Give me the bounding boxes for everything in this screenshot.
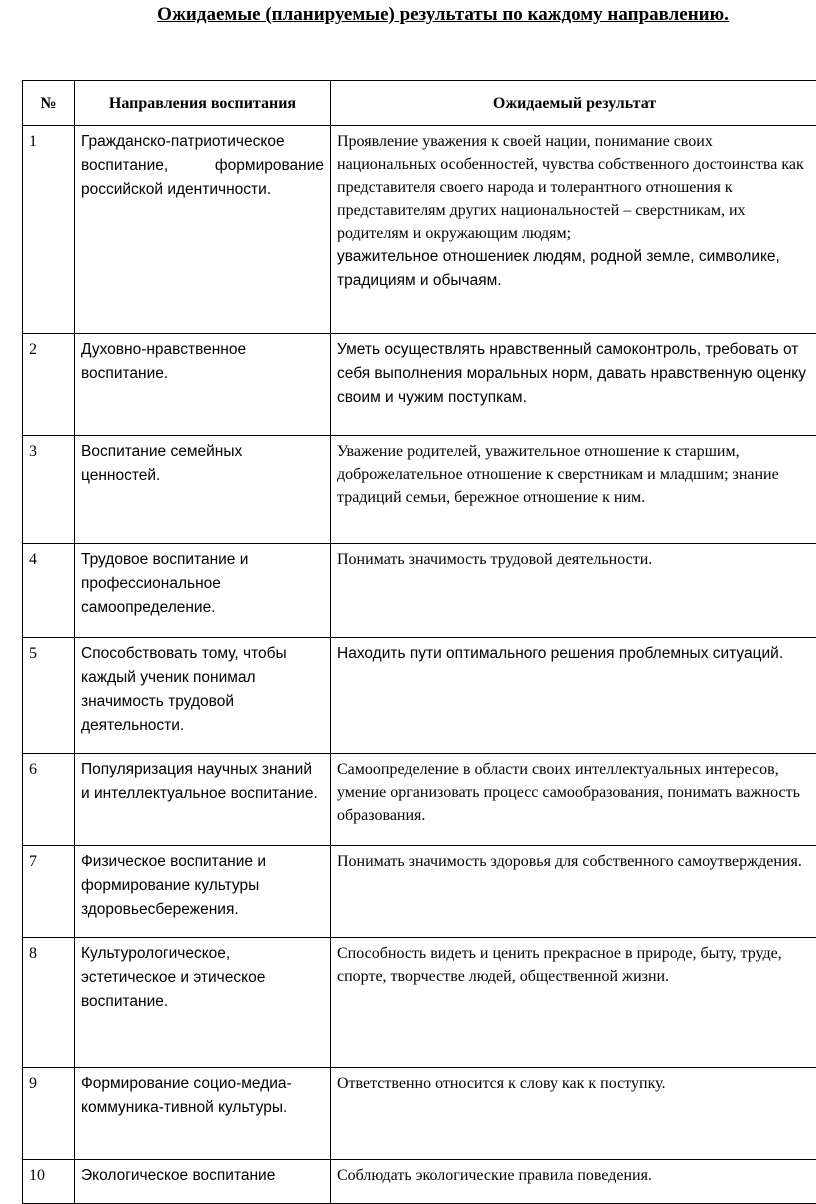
row-direction: Популяризация научных знаний и интеллектуальное воспитание.	[75, 754, 331, 846]
row-number: 1	[23, 126, 75, 334]
table-row	[23, 334, 816, 436]
table-row	[23, 126, 816, 334]
page-title: Ожидаемые (планируемые) результаты по каждому направлению.	[0, 4, 816, 26]
table-header-row	[23, 81, 816, 126]
row-number: 9	[23, 1068, 75, 1160]
row-direction: Формирование социо-медиа-коммуника-тивной культуры.	[75, 1068, 331, 1160]
row-number: 6	[23, 754, 75, 846]
row-number: 10	[23, 1160, 75, 1204]
column-header-direction: Направления воспитания	[75, 81, 331, 126]
table-row	[23, 544, 816, 638]
table-row	[23, 1068, 816, 1160]
row-result: Уметь осуществлять нравственный самоконтроль, требовать от себя выполнения моральных норм, давать нравственную оценку своим и чужим поступкам.	[331, 334, 816, 436]
table-row	[23, 754, 816, 846]
row-direction: Экологическое воспитание	[75, 1160, 331, 1204]
row-direction: Способствовать тому, чтобы каждый ученик понимал значимость трудовой деятельности.	[75, 638, 331, 754]
row-number: 4	[23, 544, 75, 638]
row-number: 7	[23, 846, 75, 938]
row-number: 2	[23, 334, 75, 436]
row-number: 3	[23, 436, 75, 544]
table-row	[23, 638, 816, 754]
row-number: 8	[23, 938, 75, 1068]
table-row	[23, 436, 816, 544]
row-result: Способность видеть и ценить прекрасное в природе, быту, труде, спорте, творчестве людей, общественной жизни.	[331, 938, 816, 1068]
row-direction: Духовно-нравственное воспитание.	[75, 334, 331, 436]
row-direction: Гражданско-патриотическое воспитание, формирование российской идентичности.	[75, 126, 331, 334]
table-row	[23, 938, 816, 1068]
row-result: Уважение родителей, уважительное отношение к старшим, доброжелательное отношение к сверстникам и младшим; знание традиций семьи, бережное отношение к ним.	[331, 436, 816, 544]
row-result-text: Проявление уважения к своей нации, понимание своих национальных особенностей, чувства собственного достоинства как представителя своего народа и толерантного отношения к представителям других национальностей – сверстникам, их родителям и окружающим людям;	[337, 130, 812, 245]
row-direction: Физическое воспитание и формирование культуры здоровьесбережения.	[75, 846, 331, 938]
column-header-result: Ожидаемый результат	[331, 81, 816, 126]
table-row	[23, 846, 816, 938]
row-result: Находить пути оптимального решения проблемных ситуаций.	[331, 638, 816, 754]
results-table	[22, 80, 816, 1204]
row-result: Ответственно относится к слову как к поступку.	[331, 1068, 816, 1160]
row-direction: Трудовое воспитание и профессиональное самоопределение.	[75, 544, 331, 638]
row-direction: Воспитание семейных ценностей.	[75, 436, 331, 544]
row-result: Соблюдать экологические правила поведения.	[331, 1160, 816, 1204]
row-number: 5	[23, 638, 75, 754]
column-header-number: №	[23, 81, 75, 126]
row-result: Понимать значимость здоровья для собственного самоутверждения.	[331, 846, 816, 938]
row-result: Понимать значимость трудовой деятельности.	[331, 544, 816, 638]
row-result: Самоопределение в области своих интеллектуальных интересов, умение организовать процесс самообразования, понимать важность образования.	[331, 754, 816, 846]
row-result-text-continued: уважительное отношениек людям, родной земле, символике, традициям и обычаям.	[337, 245, 812, 293]
row-result	[331, 126, 816, 334]
row-direction: Культурологическое, эстетическое и этическое воспитание.	[75, 938, 331, 1068]
